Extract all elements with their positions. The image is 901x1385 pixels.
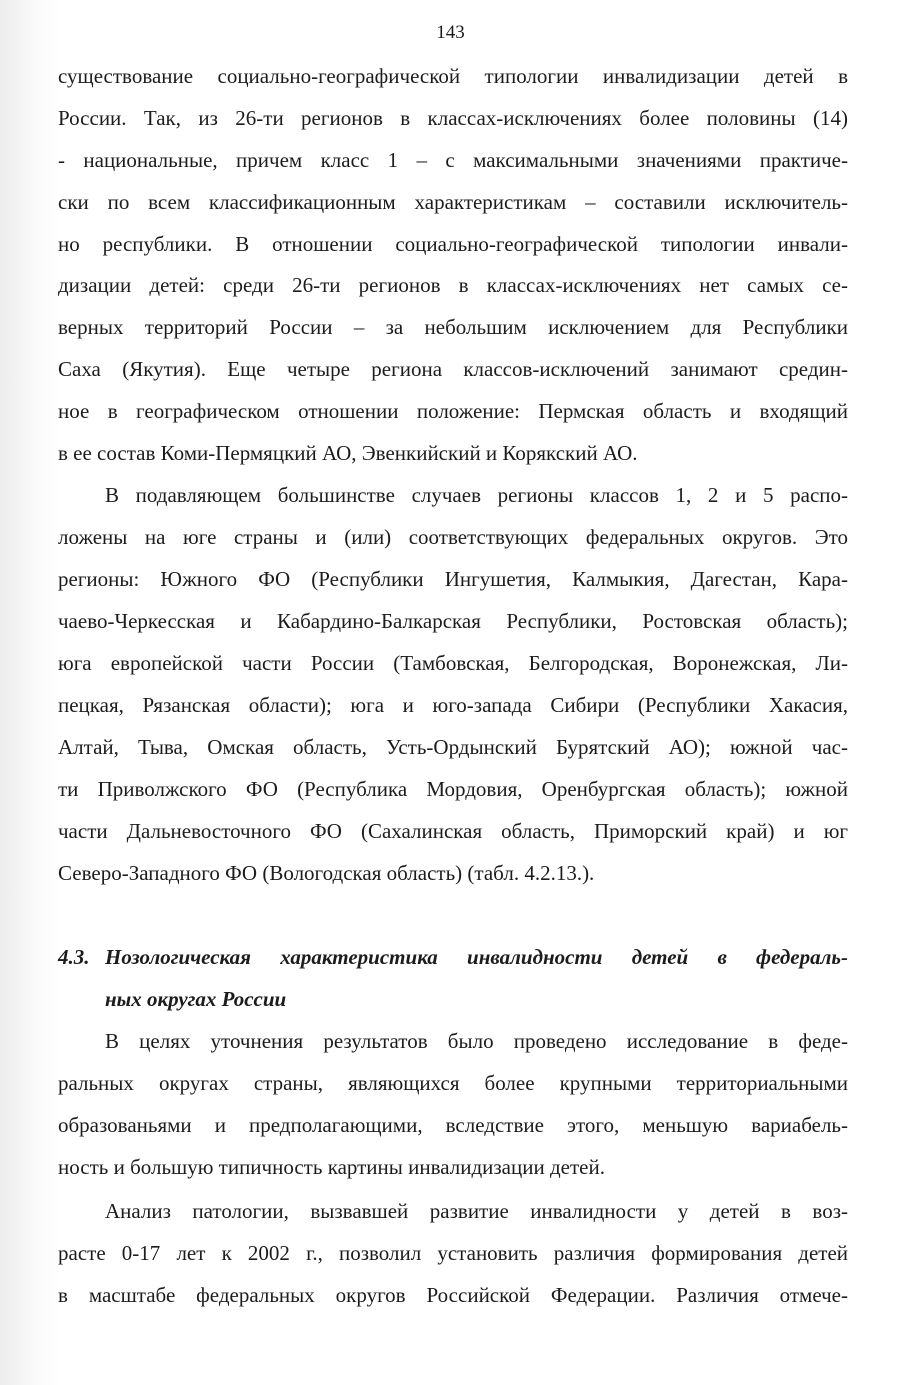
text-line: существование социально-географической типологии инвалидизации детей в bbox=[58, 64, 848, 88]
text-line: Саха (Якутия). Еще четыре региона классов-исключений занимают средин- bbox=[58, 357, 848, 381]
text-line: ность и большую типичность картины инвалидизации детей. bbox=[58, 1155, 605, 1179]
text-line: дизации детей: среди 26-ти регионов в классах-исключениях нет самых се- bbox=[58, 273, 848, 297]
text-line: но республики. В отношении социально-географической типологии инвали- bbox=[58, 232, 848, 256]
section-heading: ных округах России bbox=[105, 987, 287, 1011]
text-line: части Дальневосточного ФО (Сахалинская область, Приморский край) и юг bbox=[58, 819, 848, 843]
text-line: России. Так, из 26-ти регионов в классах-исключениях более половины (14) bbox=[58, 106, 848, 130]
section-heading: Нозологическая характеристика инвалидности детей в федераль- bbox=[105, 945, 848, 969]
text-line: пецкая, Рязанская области); юга и юго-запада Сибири (Республики Хакасия, bbox=[58, 693, 848, 717]
text-line: чаево-Черкесская и Кабардино-Балкарская Республики, Ростовская область); bbox=[58, 609, 848, 633]
text-line: регионы: Южного ФО (Республики Ингушетия, Калмыкия, Дагестан, Кара- bbox=[58, 567, 848, 591]
text-line: ральных округах страны, являющихся более крупными территориальными bbox=[58, 1071, 848, 1095]
text-line: верных территорий России – за небольшим исключением для Республики bbox=[58, 315, 848, 339]
text-line: в ее состав Коми-Пермяцкий АО, Эвенкийский и Корякский АО. bbox=[58, 441, 638, 465]
text-line: ложены на юге страны и (или) соответствующих федеральных округов. Это bbox=[58, 525, 848, 549]
text-line: Северо-Западного ФО (Вологодская область) (табл. 4.2.13.). bbox=[58, 861, 595, 885]
text-line: - национальные, причем класс 1 – с максимальными значениями практиче- bbox=[58, 148, 848, 172]
text-line: ти Приволжского ФО (Республика Мордовия, Оренбургская область); южной bbox=[58, 777, 848, 801]
text-line: В целях уточнения результатов было проведено исследование в феде- bbox=[105, 1029, 848, 1053]
text-line: Алтай, Тыва, Омская область, Усть-Ордынский Бурятский АО); южной час- bbox=[58, 735, 848, 759]
text-line: ски по всем классификационным характеристикам – составили исключитель- bbox=[58, 190, 848, 214]
text-line: В подавляющем большинстве случаев регионы классов 1, 2 и 5 распо- bbox=[105, 483, 848, 507]
text-line: Анализ патологии, вызвавшей развитие инвалидности у детей в воз- bbox=[105, 1199, 848, 1223]
section-number: 4.3. bbox=[58, 945, 90, 969]
text-line: ное в географическом отношении положение: Пермская область и входящий bbox=[58, 399, 848, 423]
text-line: расте 0-17 лет к 2002 г., позволил установить различия формирования детей bbox=[58, 1241, 848, 1265]
text-line: в масштабе федеральных округов Российской Федерации. Различия отмече- bbox=[58, 1283, 848, 1307]
text-line: образованьями и предполагающими, вследствие этого, меньшую вариабель- bbox=[58, 1113, 848, 1137]
page-number: 143 bbox=[436, 22, 465, 43]
text-line: юга европейской части России (Тамбовская, Белгородская, Воронежская, Ли- bbox=[58, 651, 848, 675]
